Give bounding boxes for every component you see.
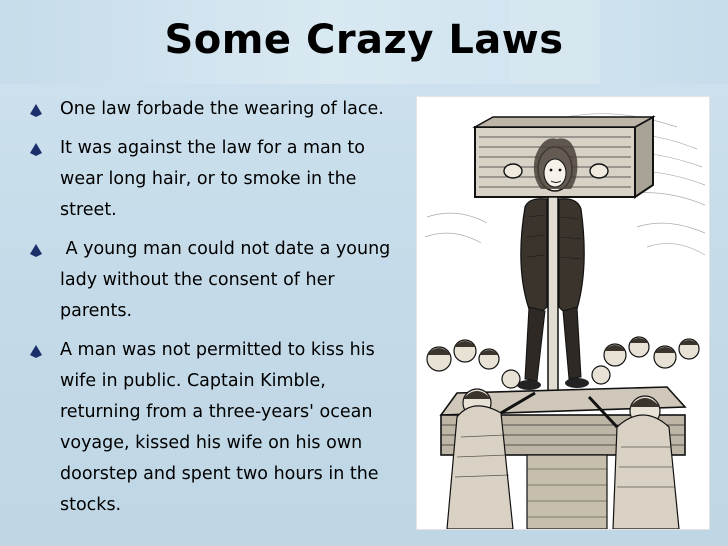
bullet-item bbox=[28, 133, 408, 226]
triangle-bullet-icon bbox=[30, 244, 42, 254]
bullet-text: A man was not permitted to kiss his wife in public. Captain Kimble, returning from a three-years' ocean voyage, kissed his wife on his own doorstep and spent two hours in the stocks. bbox=[60, 340, 379, 515]
triangle-bullet-icon bbox=[30, 143, 42, 153]
pillory-illustration bbox=[416, 96, 710, 530]
bullet-text: A young man could not date a young lady without the consent of her parents. bbox=[60, 239, 396, 321]
pillory-engraving bbox=[417, 97, 709, 529]
bullet-item bbox=[28, 335, 408, 521]
triangle-bullet-icon bbox=[30, 104, 42, 114]
triangle-bullet-icon bbox=[30, 345, 42, 355]
bullet-list bbox=[28, 94, 408, 529]
bullet-text: One law forbade the wearing of lace. bbox=[60, 99, 384, 119]
bullet-item bbox=[28, 234, 408, 327]
slide-title: Some Crazy Laws bbox=[164, 17, 564, 63]
bullet-text: It was against the law for a man to wear long hair, or to smoke in the street. bbox=[60, 138, 366, 220]
bullet-item bbox=[28, 94, 408, 125]
